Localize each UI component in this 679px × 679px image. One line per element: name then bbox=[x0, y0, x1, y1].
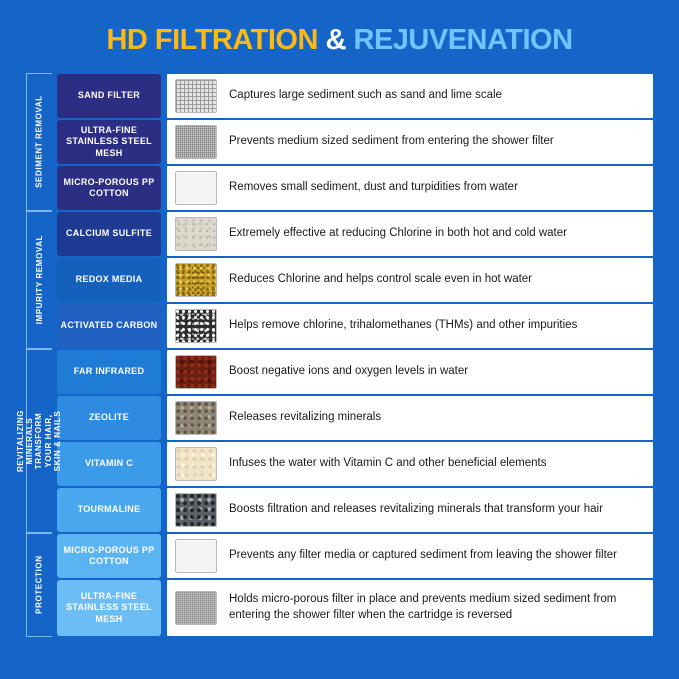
media-name-tourmaline: TOURMALINE bbox=[57, 488, 161, 532]
row-content bbox=[167, 212, 653, 256]
row-description: Boosts filtration and releases revitalizing minerals that transform your hair bbox=[229, 503, 603, 516]
ultra-fine-mesh-protection-swatch bbox=[175, 591, 217, 625]
table-row bbox=[52, 165, 653, 211]
row-description: Releases revitalizing minerals bbox=[229, 411, 382, 424]
row-content bbox=[167, 534, 653, 578]
row-description: Reduces Chlorine and helps control scale even in hot water bbox=[229, 273, 533, 286]
row-description: Extremely effective at reducing Chlorine in both hot and cold water bbox=[229, 227, 567, 240]
row-description: Holds micro-porous filter in place and prevents medium sized sediment from entering the shower filter when the cartridge is reversed bbox=[229, 593, 617, 621]
table-row bbox=[52, 73, 653, 119]
table-row bbox=[52, 257, 653, 303]
ultra-fine-mesh-swatch bbox=[175, 125, 217, 159]
calcium-sulfite-swatch bbox=[175, 217, 217, 251]
group-rows bbox=[52, 349, 653, 533]
row-description: Prevents any filter media or captured sediment from leaving the shower filter bbox=[229, 549, 617, 562]
media-name-redox-media: REDOX MEDIA bbox=[57, 258, 161, 302]
group-label-impurity-removal: IMPURITY REMOVAL bbox=[26, 211, 52, 349]
table-row bbox=[52, 303, 653, 349]
row-content bbox=[167, 580, 653, 636]
media-name-pp-cotton: MICRO-POROUS PP COTTON bbox=[57, 166, 161, 210]
group-rows bbox=[52, 73, 653, 211]
table-row bbox=[52, 441, 653, 487]
row-content bbox=[167, 488, 653, 532]
row-content bbox=[167, 258, 653, 302]
group-revitalizing-minerals bbox=[16, 349, 653, 533]
sand-filter-swatch bbox=[175, 79, 217, 113]
media-name-zeolite: ZEOLITE bbox=[57, 396, 161, 440]
group-rows bbox=[52, 211, 653, 349]
title-part-two: REJUVENATION bbox=[345, 24, 573, 56]
row-content bbox=[167, 304, 653, 348]
table-row bbox=[52, 487, 653, 533]
group-rows bbox=[52, 533, 653, 637]
table-row bbox=[52, 579, 653, 637]
table-row bbox=[52, 533, 653, 579]
media-name-sand-filter: SAND FILTER bbox=[57, 74, 161, 118]
row-content bbox=[167, 396, 653, 440]
group-label-protection: PROTECTION bbox=[26, 533, 52, 637]
row-description: Infuses the water with Vitamin C and other beneficial elements bbox=[229, 457, 547, 470]
table-row bbox=[52, 395, 653, 441]
table-row bbox=[52, 211, 653, 257]
media-name-calcium-sulfite: CALCIUM SULFITE bbox=[57, 212, 161, 256]
far-infrared-swatch bbox=[175, 355, 217, 389]
group-protection bbox=[26, 533, 653, 637]
group-impurity-removal bbox=[26, 211, 653, 349]
pp-cotton-protection-swatch bbox=[175, 539, 217, 573]
row-content bbox=[167, 350, 653, 394]
group-label-sediment-removal: SEDIMENT REMOVAL bbox=[26, 73, 52, 211]
page-title bbox=[0, 0, 679, 73]
zeolite-swatch bbox=[175, 401, 217, 435]
row-content bbox=[167, 442, 653, 486]
row-description: Boost negative ions and oxygen levels in water bbox=[229, 365, 469, 378]
tourmaline-swatch bbox=[175, 493, 217, 527]
row-content bbox=[167, 74, 653, 118]
media-name-pp-cotton-protection: MICRO-POROUS PP COTTON bbox=[57, 534, 161, 578]
media-name-activated-carbon: ACTIVATED CARBON bbox=[57, 304, 161, 348]
row-description: Helps remove chlorine, trihalomethanes (THMs) and other impurities bbox=[229, 319, 578, 332]
row-description: Removes small sediment, dust and turpidities from water bbox=[229, 181, 518, 194]
media-name-far-infrared: FAR INFRARED bbox=[57, 350, 161, 394]
pp-cotton-swatch bbox=[175, 171, 217, 205]
row-content bbox=[167, 166, 653, 210]
table-row bbox=[52, 349, 653, 395]
filtration-stages-table bbox=[16, 73, 653, 637]
group-sediment-removal bbox=[26, 73, 653, 211]
row-content bbox=[167, 120, 653, 164]
row-description: Captures large sediment such as sand and lime scale bbox=[229, 89, 502, 102]
activated-carbon-swatch bbox=[175, 309, 217, 343]
vitamin-c-swatch bbox=[175, 447, 217, 481]
media-name-vitamin-c: VITAMIN C bbox=[57, 442, 161, 486]
group-label-revitalizing-minerals: REVITALIZING MINERALS TRANSFORM YOUR HAIR, SKIN & NAILS bbox=[26, 349, 52, 533]
table-row bbox=[52, 119, 653, 165]
title-ampersand: & bbox=[325, 24, 346, 56]
media-name-ultra-fine-mesh: ULTRA-FINE STAINLESS STEEL MESH bbox=[57, 120, 161, 164]
redox-media-swatch bbox=[175, 263, 217, 297]
row-description: Prevents medium sized sediment from entering the shower filter bbox=[229, 135, 554, 148]
title-part-one: HD FILTRATION bbox=[106, 24, 326, 56]
media-name-ultra-fine-mesh-protection: ULTRA-FINE STAINLESS STEEL MESH bbox=[57, 580, 161, 636]
